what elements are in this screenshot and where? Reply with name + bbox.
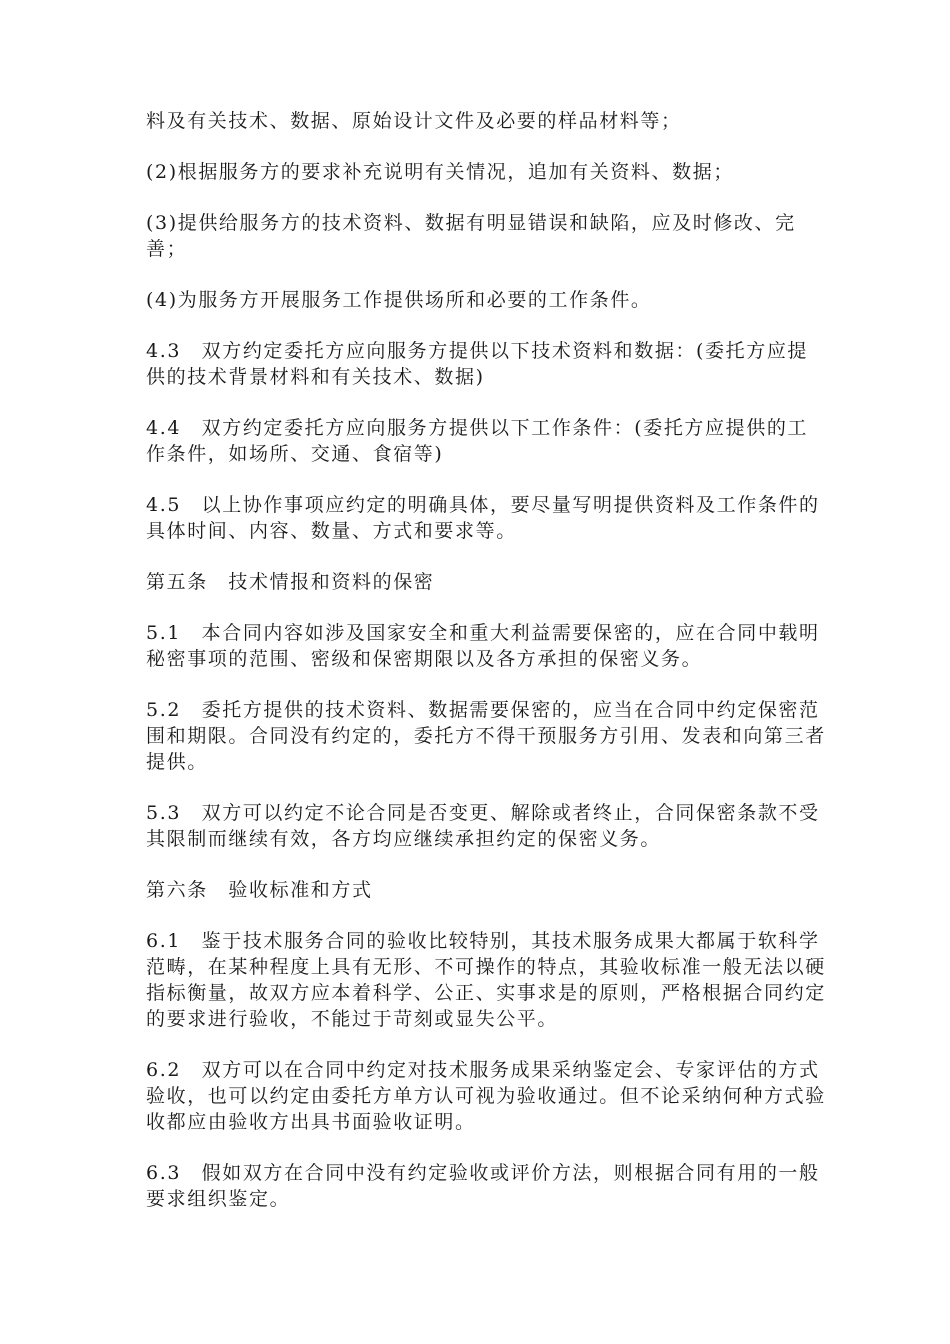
paragraph-item-3: (3)提供给服务方的技术资料、数据有明显错误和缺陷，应及时修改、完善； <box>146 212 796 260</box>
clause-4-4: 4.4 双方约定委托方应向服务方提供以下工作条件：(委托方应提供的工作条件，如场所、交通、食宿等) <box>146 417 809 465</box>
document-body <box>146 108 826 1237</box>
clause-6-3: 6.3 假如双方在合同中没有约定验收或评价方法，则根据合同有用的一般要求组织鉴定。 <box>146 1162 820 1210</box>
clause-6-2: 6.2 双方可以在合同中约定对技术服务成果采纳鉴定会、专家评估的方式验收，也可以约定由委托方单方认可视为验收通过。但不论采纳何种方式验收都应由验收方出具书面验收证明。 <box>146 1059 826 1133</box>
article-5-heading: 第五条 技术情报和资料的保密 <box>146 571 435 593</box>
paragraph-item-2: (2)根据服务方的要求补充说明有关情况，追加有关资料、数据； <box>146 161 734 183</box>
paragraph-item-4: (4)为服务方开展服务工作提供场所和必要的工作条件。 <box>146 289 652 311</box>
clause-5-1: 5.1 本合同内容如涉及国家安全和重大利益需要保密的，应在合同中载明秘密事项的范围、密级和保密期限以及各方承担的保密义务。 <box>146 622 820 670</box>
clause-5-3: 5.3 双方可以约定不论合同是否变更、解除或者终止，合同保密条款不受其限制而继续有效，各方均应继续承担约定的保密义务。 <box>146 802 820 850</box>
paragraph-materials-continuation: 料及有关技术、数据、原始设计文件及必要的样品材料等； <box>146 110 682 132</box>
article-6-heading: 第六条 验收标准和方式 <box>146 879 373 901</box>
clause-4-5: 4.5 以上协作事项应约定的明确具体，要尽量写明提供资料及工作条件的具体时间、内容、数量、方式和要求等。 <box>146 494 820 542</box>
clause-4-3: 4.3 双方约定委托方应向服务方提供以下技术资料和数据：(委托方应提供的技术背景材料和有关技术、数据) <box>146 340 809 388</box>
clause-6-1: 6.1 鉴于技术服务合同的验收比较特别，其技术服务成果大都属于软科学范畴，在某种程度上具有无形、不可操作的特点，其验收标准一般无法以硬指标衡量，故双方应本着科学、公正、实事求是的原则，严格根据合同约定的要求进行验收，不能过于苛刻或显失公平。 <box>146 930 826 1030</box>
clause-5-2: 5.2 委托方提供的技术资料、数据需要保密的，应当在合同中约定保密范围和期限。合同没有约定的，委托方不得干预服务方引用、发表和向第三者提供。 <box>146 699 826 773</box>
